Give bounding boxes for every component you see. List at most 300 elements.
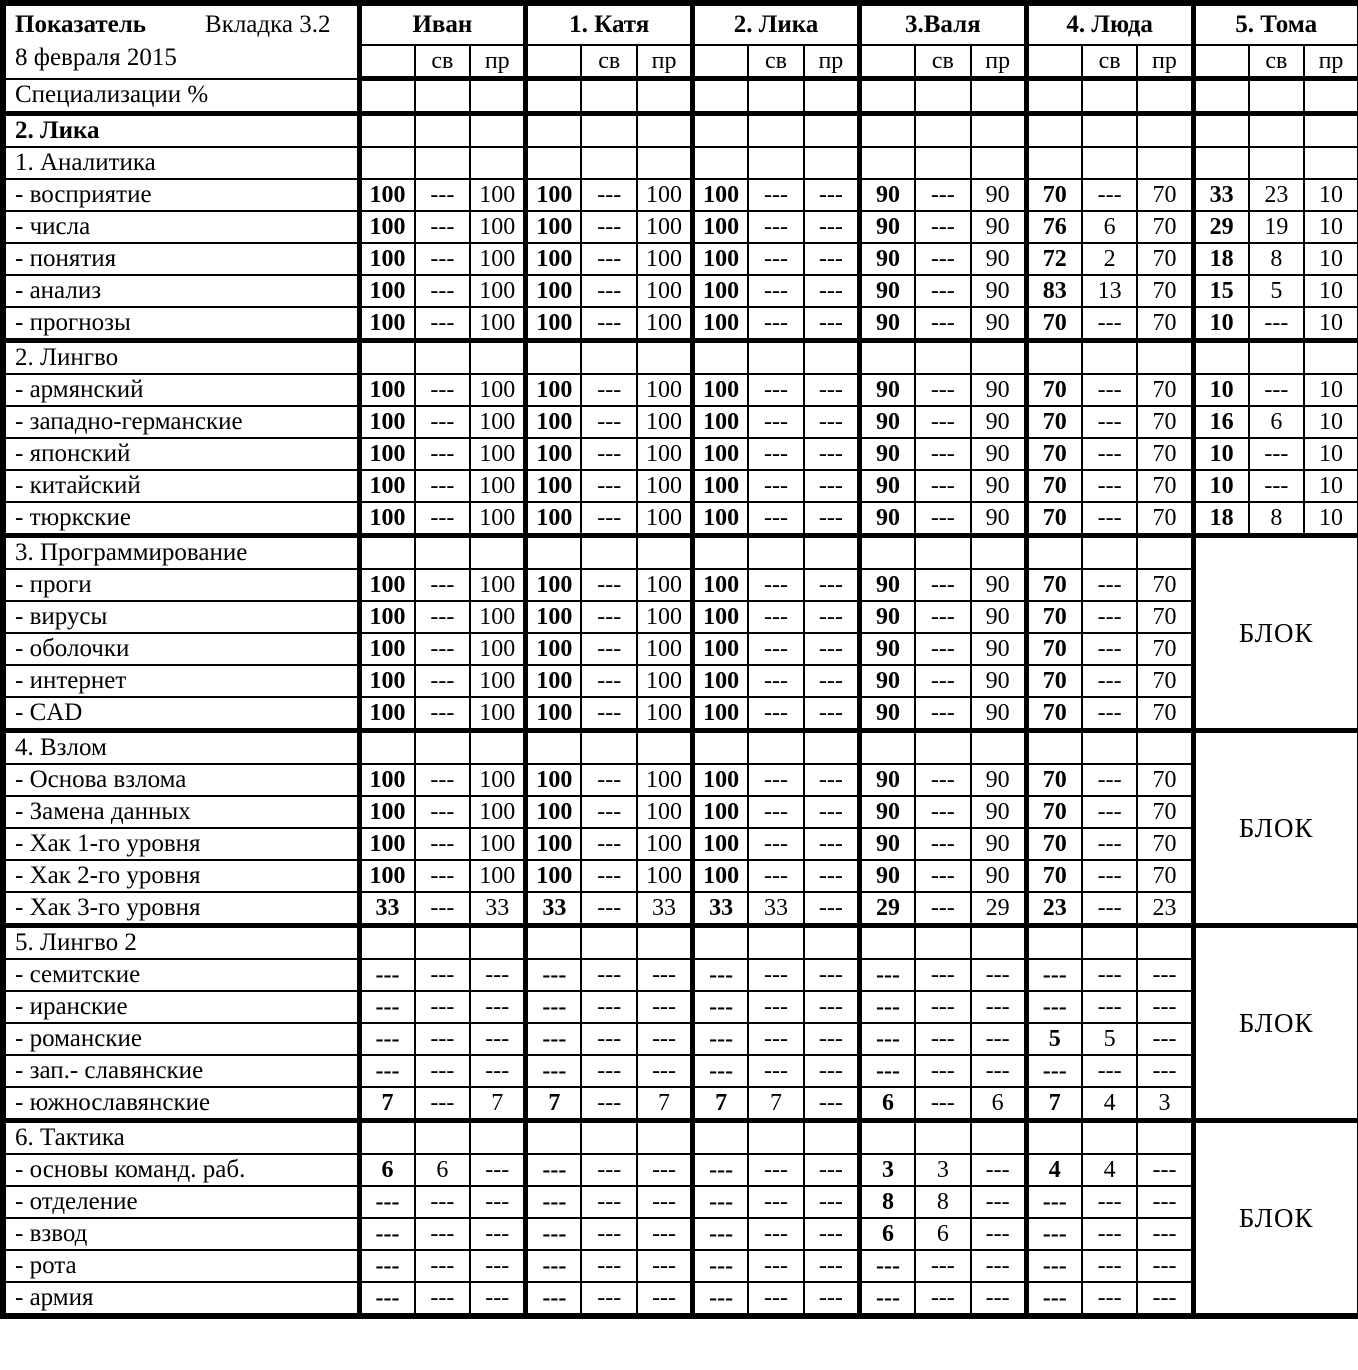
value-cell: 90 bbox=[971, 243, 1027, 275]
value-cell bbox=[693, 731, 749, 765]
value-cell: 100 bbox=[693, 438, 749, 470]
value-cell bbox=[971, 341, 1027, 375]
value-cell bbox=[859, 79, 915, 114]
value-cell: 70 bbox=[1137, 697, 1193, 731]
value-cell: 70 bbox=[1137, 764, 1193, 796]
table-row bbox=[3, 1250, 1358, 1282]
value-cell bbox=[359, 536, 415, 570]
value-cell: --- bbox=[470, 959, 526, 991]
value-cell: 100 bbox=[637, 665, 693, 697]
value-cell bbox=[581, 79, 637, 114]
value-cell: --- bbox=[693, 991, 749, 1023]
value-cell bbox=[748, 1121, 804, 1155]
value-cell: 90 bbox=[971, 860, 1027, 892]
value-cell: 100 bbox=[526, 796, 582, 828]
value-cell bbox=[1137, 731, 1193, 765]
value-cell bbox=[693, 341, 749, 375]
row-label: - вирусы bbox=[3, 601, 359, 633]
value-cell: --- bbox=[915, 1023, 971, 1055]
value-cell: --- bbox=[971, 991, 1027, 1023]
value-cell: 100 bbox=[359, 470, 415, 502]
value-cell: --- bbox=[971, 1055, 1027, 1087]
value-cell: --- bbox=[415, 665, 471, 697]
value-cell: 100 bbox=[359, 860, 415, 892]
value-cell bbox=[470, 114, 526, 148]
value-cell bbox=[581, 114, 637, 148]
value-cell bbox=[470, 341, 526, 375]
value-cell bbox=[1304, 114, 1358, 148]
value-cell: 100 bbox=[693, 275, 749, 307]
value-cell: 7 bbox=[470, 1087, 526, 1121]
value-cell bbox=[359, 731, 415, 765]
value-cell bbox=[915, 731, 971, 765]
value-cell: 90 bbox=[859, 502, 915, 536]
value-cell bbox=[1026, 731, 1082, 765]
value-cell: 70 bbox=[1137, 374, 1193, 406]
value-cell: --- bbox=[581, 1023, 637, 1055]
value-cell: --- bbox=[637, 1023, 693, 1055]
value-cell: --- bbox=[415, 1218, 471, 1250]
value-cell: --- bbox=[637, 1055, 693, 1087]
value-cell: --- bbox=[804, 243, 860, 275]
value-cell: 13 bbox=[1082, 275, 1138, 307]
value-cell: --- bbox=[971, 1186, 1027, 1218]
value-cell: --- bbox=[581, 697, 637, 731]
value-cell: --- bbox=[1082, 959, 1138, 991]
value-cell: --- bbox=[693, 1282, 749, 1316]
value-cell: --- bbox=[1082, 633, 1138, 665]
value-cell: --- bbox=[804, 211, 860, 243]
value-cell: 3 bbox=[859, 1154, 915, 1186]
value-cell: --- bbox=[804, 796, 860, 828]
value-cell: --- bbox=[581, 569, 637, 601]
value-cell: 100 bbox=[693, 860, 749, 892]
value-cell: 100 bbox=[470, 275, 526, 307]
value-cell bbox=[859, 536, 915, 570]
table-row bbox=[3, 1154, 1358, 1186]
value-cell: --- bbox=[971, 1250, 1027, 1282]
value-cell: --- bbox=[859, 1023, 915, 1055]
value-cell: 100 bbox=[526, 633, 582, 665]
value-cell bbox=[693, 1121, 749, 1155]
value-cell bbox=[1193, 114, 1249, 148]
value-cell: --- bbox=[581, 211, 637, 243]
tab-label: Вкладка 3.2 bbox=[205, 11, 331, 38]
value-cell: 90 bbox=[971, 211, 1027, 243]
value-cell: 76 bbox=[1026, 211, 1082, 243]
value-cell: 100 bbox=[470, 569, 526, 601]
value-cell: --- bbox=[470, 1282, 526, 1316]
value-cell: --- bbox=[1137, 1282, 1193, 1316]
value-cell: --- bbox=[748, 179, 804, 211]
block-cell: БЛОК bbox=[1193, 731, 1358, 926]
value-cell: --- bbox=[581, 1250, 637, 1282]
value-cell: 7 bbox=[637, 1087, 693, 1121]
value-cell: --- bbox=[526, 1250, 582, 1282]
value-cell: --- bbox=[581, 374, 637, 406]
value-cell: 100 bbox=[637, 633, 693, 665]
value-cell: 5 bbox=[1249, 275, 1305, 307]
value-cell: --- bbox=[415, 438, 471, 470]
subcol-header: пр bbox=[470, 45, 526, 79]
person-header-lika: 2. Лика bbox=[693, 3, 860, 45]
value-cell: 70 bbox=[1026, 764, 1082, 796]
value-cell: --- bbox=[415, 470, 471, 502]
value-cell: 70 bbox=[1137, 633, 1193, 665]
value-cell: --- bbox=[415, 959, 471, 991]
value-cell bbox=[1137, 147, 1193, 179]
value-cell: 70 bbox=[1026, 374, 1082, 406]
value-cell bbox=[859, 114, 915, 148]
value-cell bbox=[1082, 731, 1138, 765]
value-cell bbox=[1304, 147, 1358, 179]
subcol-header: св bbox=[415, 45, 471, 79]
date-label: 8 февраля 2015 bbox=[15, 44, 177, 71]
value-cell: 100 bbox=[470, 179, 526, 211]
value-cell: 70 bbox=[1026, 665, 1082, 697]
value-cell: 10 bbox=[1193, 470, 1249, 502]
value-cell bbox=[915, 1121, 971, 1155]
table-row bbox=[3, 828, 1358, 860]
value-cell: 4 bbox=[1082, 1087, 1138, 1121]
value-cell: 70 bbox=[1137, 406, 1193, 438]
row-label: - проги bbox=[3, 569, 359, 601]
value-cell: 100 bbox=[637, 275, 693, 307]
value-cell: 2 bbox=[1082, 243, 1138, 275]
value-cell: --- bbox=[915, 1282, 971, 1316]
value-cell: --- bbox=[748, 1250, 804, 1282]
value-cell: 100 bbox=[693, 211, 749, 243]
value-cell: --- bbox=[415, 633, 471, 665]
value-cell: 33 bbox=[470, 892, 526, 926]
value-cell: 70 bbox=[1026, 438, 1082, 470]
value-cell: --- bbox=[1137, 959, 1193, 991]
value-cell: --- bbox=[915, 601, 971, 633]
value-cell bbox=[581, 147, 637, 179]
value-cell: --- bbox=[359, 1055, 415, 1087]
value-cell: --- bbox=[1082, 892, 1138, 926]
value-cell: --- bbox=[915, 796, 971, 828]
value-cell: --- bbox=[415, 860, 471, 892]
value-cell: 100 bbox=[526, 665, 582, 697]
value-cell: --- bbox=[415, 697, 471, 731]
value-cell: 70 bbox=[1137, 665, 1193, 697]
value-cell: 7 bbox=[359, 1087, 415, 1121]
row-label: - армия bbox=[3, 1282, 359, 1316]
value-cell: --- bbox=[693, 959, 749, 991]
value-cell: 90 bbox=[971, 275, 1027, 307]
row-label: - зап.- славянские bbox=[3, 1055, 359, 1087]
value-cell: 90 bbox=[859, 438, 915, 470]
value-cell: --- bbox=[359, 1023, 415, 1055]
value-cell: --- bbox=[637, 1154, 693, 1186]
value-cell: --- bbox=[637, 1282, 693, 1316]
value-cell bbox=[359, 147, 415, 179]
row-label: - CAD bbox=[3, 697, 359, 731]
value-cell: --- bbox=[1082, 991, 1138, 1023]
value-cell: --- bbox=[971, 1282, 1027, 1316]
value-cell: 10 bbox=[1304, 406, 1358, 438]
value-cell: --- bbox=[581, 243, 637, 275]
value-cell: --- bbox=[1249, 374, 1305, 406]
value-cell bbox=[971, 731, 1027, 765]
value-cell: --- bbox=[804, 828, 860, 860]
value-cell bbox=[748, 536, 804, 570]
value-cell bbox=[748, 926, 804, 960]
row-label: - отделение bbox=[3, 1186, 359, 1218]
value-cell: --- bbox=[915, 374, 971, 406]
value-cell: 100 bbox=[470, 697, 526, 731]
value-cell: --- bbox=[581, 892, 637, 926]
value-cell: --- bbox=[1082, 438, 1138, 470]
row-label: - тюркские bbox=[3, 502, 359, 536]
block-cell: БЛОК bbox=[1193, 536, 1358, 731]
subcol-header: св bbox=[1082, 45, 1138, 79]
table-row bbox=[3, 211, 1358, 243]
value-cell: --- bbox=[415, 991, 471, 1023]
value-cell: 15 bbox=[1193, 275, 1249, 307]
value-cell bbox=[526, 1121, 582, 1155]
value-cell: --- bbox=[748, 243, 804, 275]
value-cell: 8 bbox=[1249, 502, 1305, 536]
person-header-katya: 1. Катя bbox=[526, 3, 693, 45]
value-cell: 70 bbox=[1026, 860, 1082, 892]
row-label: 3. Программирование bbox=[3, 536, 359, 570]
value-cell: --- bbox=[915, 211, 971, 243]
value-cell: 70 bbox=[1137, 828, 1193, 860]
value-cell bbox=[637, 341, 693, 375]
value-cell: --- bbox=[915, 275, 971, 307]
value-cell: --- bbox=[693, 1186, 749, 1218]
value-cell bbox=[1082, 1121, 1138, 1155]
value-cell: 100 bbox=[526, 243, 582, 275]
value-cell bbox=[915, 926, 971, 960]
value-cell bbox=[693, 147, 749, 179]
value-cell: 100 bbox=[359, 502, 415, 536]
table-row bbox=[3, 926, 1358, 960]
person-header-ivan: Иван bbox=[359, 3, 526, 45]
value-cell bbox=[581, 536, 637, 570]
value-cell: 7 bbox=[1026, 1087, 1082, 1121]
row-label: - Основа взлома bbox=[3, 764, 359, 796]
value-cell bbox=[804, 536, 860, 570]
value-cell: 8 bbox=[915, 1186, 971, 1218]
subcol-header: св bbox=[748, 45, 804, 79]
value-cell: --- bbox=[415, 374, 471, 406]
person-header-lyuda: 4. Люда bbox=[1026, 3, 1193, 45]
value-cell: --- bbox=[693, 1250, 749, 1282]
table-row bbox=[3, 536, 1358, 570]
value-cell: 100 bbox=[470, 633, 526, 665]
value-cell: --- bbox=[748, 1218, 804, 1250]
value-cell: 29 bbox=[859, 892, 915, 926]
value-cell: --- bbox=[748, 665, 804, 697]
value-cell: 10 bbox=[1193, 374, 1249, 406]
value-cell: 90 bbox=[859, 828, 915, 860]
value-cell: 70 bbox=[1026, 796, 1082, 828]
subcol-header: св bbox=[915, 45, 971, 79]
value-cell: 70 bbox=[1026, 307, 1082, 341]
value-cell: 70 bbox=[1026, 502, 1082, 536]
value-cell: 90 bbox=[859, 665, 915, 697]
value-cell: --- bbox=[804, 959, 860, 991]
value-cell: 90 bbox=[859, 179, 915, 211]
value-cell: 33 bbox=[1193, 179, 1249, 211]
value-cell bbox=[1026, 147, 1082, 179]
value-cell: 6 bbox=[359, 1154, 415, 1186]
value-cell bbox=[859, 341, 915, 375]
table-row bbox=[3, 147, 1358, 179]
value-cell: 4 bbox=[1082, 1154, 1138, 1186]
value-cell: --- bbox=[1249, 307, 1305, 341]
value-cell bbox=[526, 926, 582, 960]
value-cell: 90 bbox=[971, 569, 1027, 601]
value-cell: 83 bbox=[1026, 275, 1082, 307]
value-cell: 100 bbox=[693, 828, 749, 860]
value-cell: --- bbox=[748, 796, 804, 828]
value-cell: 100 bbox=[470, 470, 526, 502]
value-cell bbox=[915, 536, 971, 570]
value-cell bbox=[693, 926, 749, 960]
value-cell: --- bbox=[581, 796, 637, 828]
value-cell: --- bbox=[1082, 1186, 1138, 1218]
value-cell: 100 bbox=[526, 406, 582, 438]
value-cell: --- bbox=[1026, 959, 1082, 991]
value-cell bbox=[1249, 79, 1305, 114]
value-cell: --- bbox=[748, 1186, 804, 1218]
value-cell: 90 bbox=[971, 307, 1027, 341]
value-cell: --- bbox=[804, 892, 860, 926]
value-cell: 100 bbox=[637, 569, 693, 601]
value-cell: 90 bbox=[859, 860, 915, 892]
value-cell bbox=[804, 731, 860, 765]
value-cell: --- bbox=[1026, 1250, 1082, 1282]
value-cell: 7 bbox=[748, 1087, 804, 1121]
value-cell: --- bbox=[859, 1282, 915, 1316]
value-cell: --- bbox=[581, 828, 637, 860]
value-cell: 10 bbox=[1304, 243, 1358, 275]
value-cell bbox=[1026, 341, 1082, 375]
table-row bbox=[3, 1186, 1358, 1218]
value-cell: --- bbox=[526, 1218, 582, 1250]
value-cell: 10 bbox=[1193, 438, 1249, 470]
value-cell: --- bbox=[415, 828, 471, 860]
subcol-header: пр bbox=[637, 45, 693, 79]
value-cell: --- bbox=[915, 1250, 971, 1282]
subcol-header: пр bbox=[971, 45, 1027, 79]
value-cell: --- bbox=[415, 211, 471, 243]
value-cell: --- bbox=[915, 406, 971, 438]
value-cell: --- bbox=[1026, 1282, 1082, 1316]
value-cell: 70 bbox=[1026, 828, 1082, 860]
value-cell bbox=[415, 731, 471, 765]
value-cell: 70 bbox=[1137, 211, 1193, 243]
value-cell: --- bbox=[581, 665, 637, 697]
value-cell: --- bbox=[470, 1154, 526, 1186]
subcol-header bbox=[693, 45, 749, 79]
table-row bbox=[3, 1023, 1358, 1055]
value-cell: 6 bbox=[971, 1087, 1027, 1121]
table-row bbox=[3, 665, 1358, 697]
value-cell bbox=[415, 1121, 471, 1155]
row-label: - прогнозы bbox=[3, 307, 359, 341]
value-cell: --- bbox=[748, 1023, 804, 1055]
value-cell: 90 bbox=[971, 179, 1027, 211]
value-cell: --- bbox=[637, 1218, 693, 1250]
value-cell bbox=[637, 147, 693, 179]
table-row bbox=[3, 633, 1358, 665]
value-cell: --- bbox=[415, 601, 471, 633]
value-cell: 100 bbox=[359, 764, 415, 796]
value-cell bbox=[1026, 1121, 1082, 1155]
value-cell: --- bbox=[748, 828, 804, 860]
value-cell bbox=[1193, 79, 1249, 114]
value-cell: 90 bbox=[859, 470, 915, 502]
value-cell bbox=[859, 147, 915, 179]
subcol-header bbox=[1193, 45, 1249, 79]
value-cell: --- bbox=[748, 502, 804, 536]
value-cell: 90 bbox=[859, 601, 915, 633]
value-cell bbox=[804, 926, 860, 960]
value-cell: 100 bbox=[359, 179, 415, 211]
value-cell: --- bbox=[971, 1023, 1027, 1055]
value-cell: --- bbox=[526, 1023, 582, 1055]
subcol-header bbox=[1026, 45, 1082, 79]
value-cell bbox=[859, 1121, 915, 1155]
value-cell: --- bbox=[470, 1186, 526, 1218]
value-cell: --- bbox=[915, 697, 971, 731]
subcol-header bbox=[526, 45, 582, 79]
value-cell: --- bbox=[637, 991, 693, 1023]
table-row bbox=[3, 406, 1358, 438]
value-cell: --- bbox=[415, 502, 471, 536]
value-cell: 18 bbox=[1193, 243, 1249, 275]
value-cell: --- bbox=[415, 275, 471, 307]
value-cell: 100 bbox=[470, 374, 526, 406]
table-row bbox=[3, 470, 1358, 502]
value-cell: --- bbox=[804, 569, 860, 601]
value-cell: --- bbox=[415, 243, 471, 275]
value-cell: --- bbox=[748, 601, 804, 633]
value-cell: --- bbox=[748, 959, 804, 991]
table-row bbox=[3, 275, 1358, 307]
value-cell bbox=[415, 114, 471, 148]
value-cell: 70 bbox=[1026, 633, 1082, 665]
table-row bbox=[3, 114, 1358, 148]
value-cell: 100 bbox=[693, 307, 749, 341]
value-cell: --- bbox=[748, 406, 804, 438]
row-label: - восприятие bbox=[3, 179, 359, 211]
table-row bbox=[3, 438, 1358, 470]
value-cell bbox=[859, 926, 915, 960]
value-cell: 100 bbox=[693, 470, 749, 502]
value-cell: --- bbox=[526, 1055, 582, 1087]
value-cell bbox=[915, 147, 971, 179]
value-cell: --- bbox=[804, 1282, 860, 1316]
value-cell: --- bbox=[1082, 697, 1138, 731]
value-cell: --- bbox=[581, 406, 637, 438]
value-cell: --- bbox=[415, 1087, 471, 1121]
value-cell: --- bbox=[415, 892, 471, 926]
value-cell: 100 bbox=[693, 243, 749, 275]
value-cell: 23 bbox=[1026, 892, 1082, 926]
value-cell bbox=[1137, 536, 1193, 570]
value-cell: --- bbox=[581, 470, 637, 502]
table-row bbox=[3, 569, 1358, 601]
value-cell: --- bbox=[748, 1055, 804, 1087]
value-cell: 100 bbox=[359, 569, 415, 601]
row-label: - Хак 3-го уровня bbox=[3, 892, 359, 926]
